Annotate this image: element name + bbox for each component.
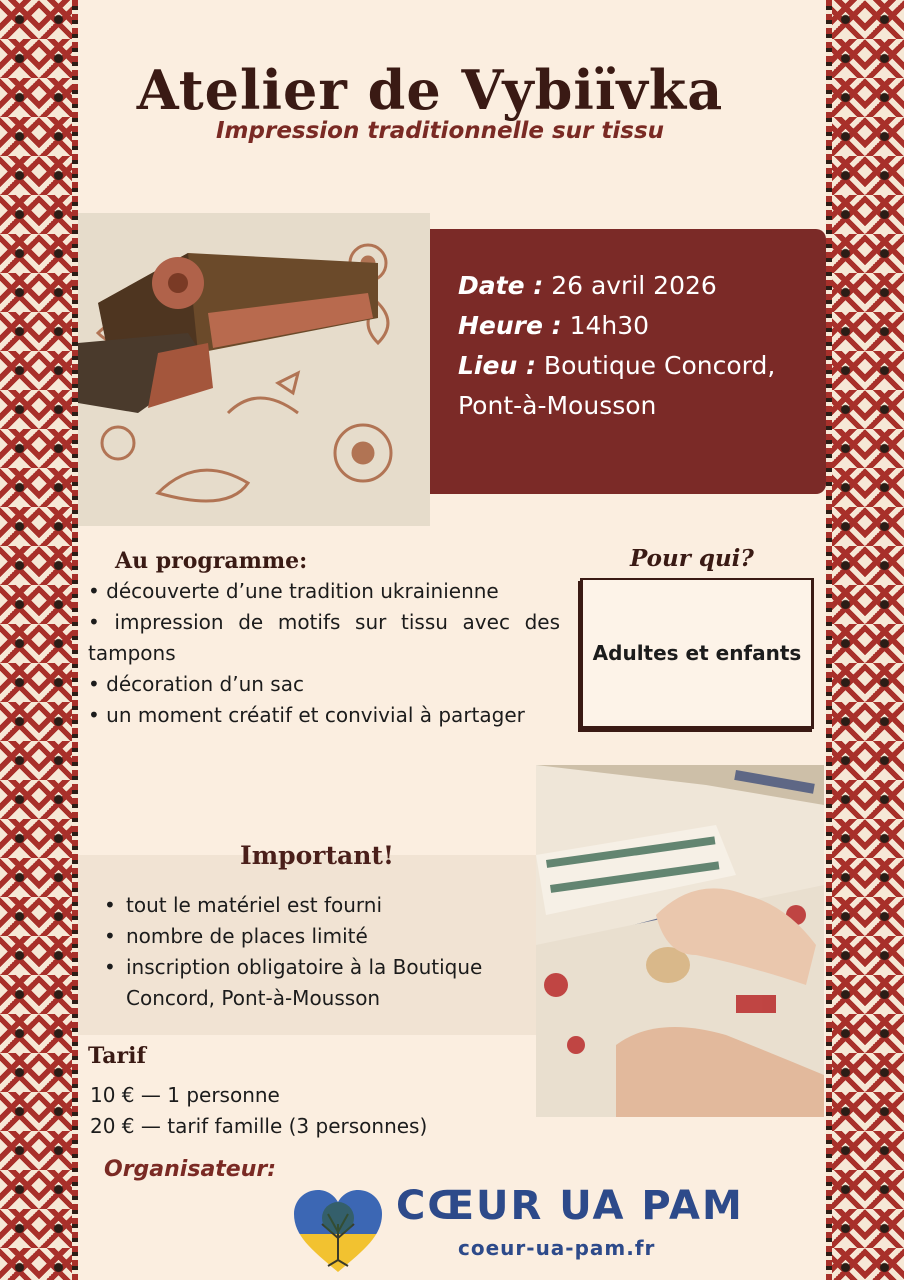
tarif-line-family: 20 € — tarif famille (3 personnes) [90,1114,428,1138]
page-subtitle: Impression traditionnelle sur tissu [215,118,665,144]
stamps-on-fabric-photo [78,213,430,526]
important-item: • tout le matériel est fourni [104,890,534,921]
programme-title: Au programme: [115,548,308,574]
date-label: Date : [458,271,544,300]
place-value: Boutique Concord, [543,351,776,380]
programme-item: • impression de motifs sur tissu avec des tampons [88,610,560,665]
tarif-title: Tarif [88,1043,146,1069]
audience-box [580,578,814,729]
organizer-label: Organisateur: [104,1157,277,1182]
place-label: Lieu : [458,351,536,380]
embroidery-border-left [0,0,78,1280]
organizer-brand: CŒUR UA PAM [396,1183,744,1229]
place-city: Pont-à-Mousson [458,391,657,420]
time-value: 14h30 [569,311,650,340]
programme-item: • découverte d’une tradition ukrainienne [88,579,499,603]
audience-title: Pour qui? [630,545,754,572]
date-line [458,271,717,300]
programme-item: • un moment créatif et convivial à partager [88,703,525,727]
important-item: • inscription obligatoire à la Boutique Concord, Pont-à-Mousson [104,952,534,1014]
important-title: Important! [240,841,394,870]
printing-hands-photo [536,765,824,1117]
programme-item: • décoration d’un sac [88,672,304,696]
organizer-website-link[interactable]: coeur-ua-pam.fr [458,1236,656,1260]
date-value: 26 avril 2026 [551,271,717,300]
important-list [104,890,534,1014]
tarif-line-single: 10 € — 1 personne [90,1083,280,1107]
time-label: Heure : [458,311,562,340]
programme-list [88,576,560,731]
audience-value: Adultes et enfants [592,641,802,665]
heart-tree-logo-icon [292,1188,384,1274]
time-line [458,311,649,340]
page-title: Atelier de Vybiïvka [136,58,724,122]
important-item: • nombre de places limité [104,921,534,952]
place-line [458,351,775,380]
embroidery-border-right [826,0,904,1280]
event-info-box [430,229,826,494]
